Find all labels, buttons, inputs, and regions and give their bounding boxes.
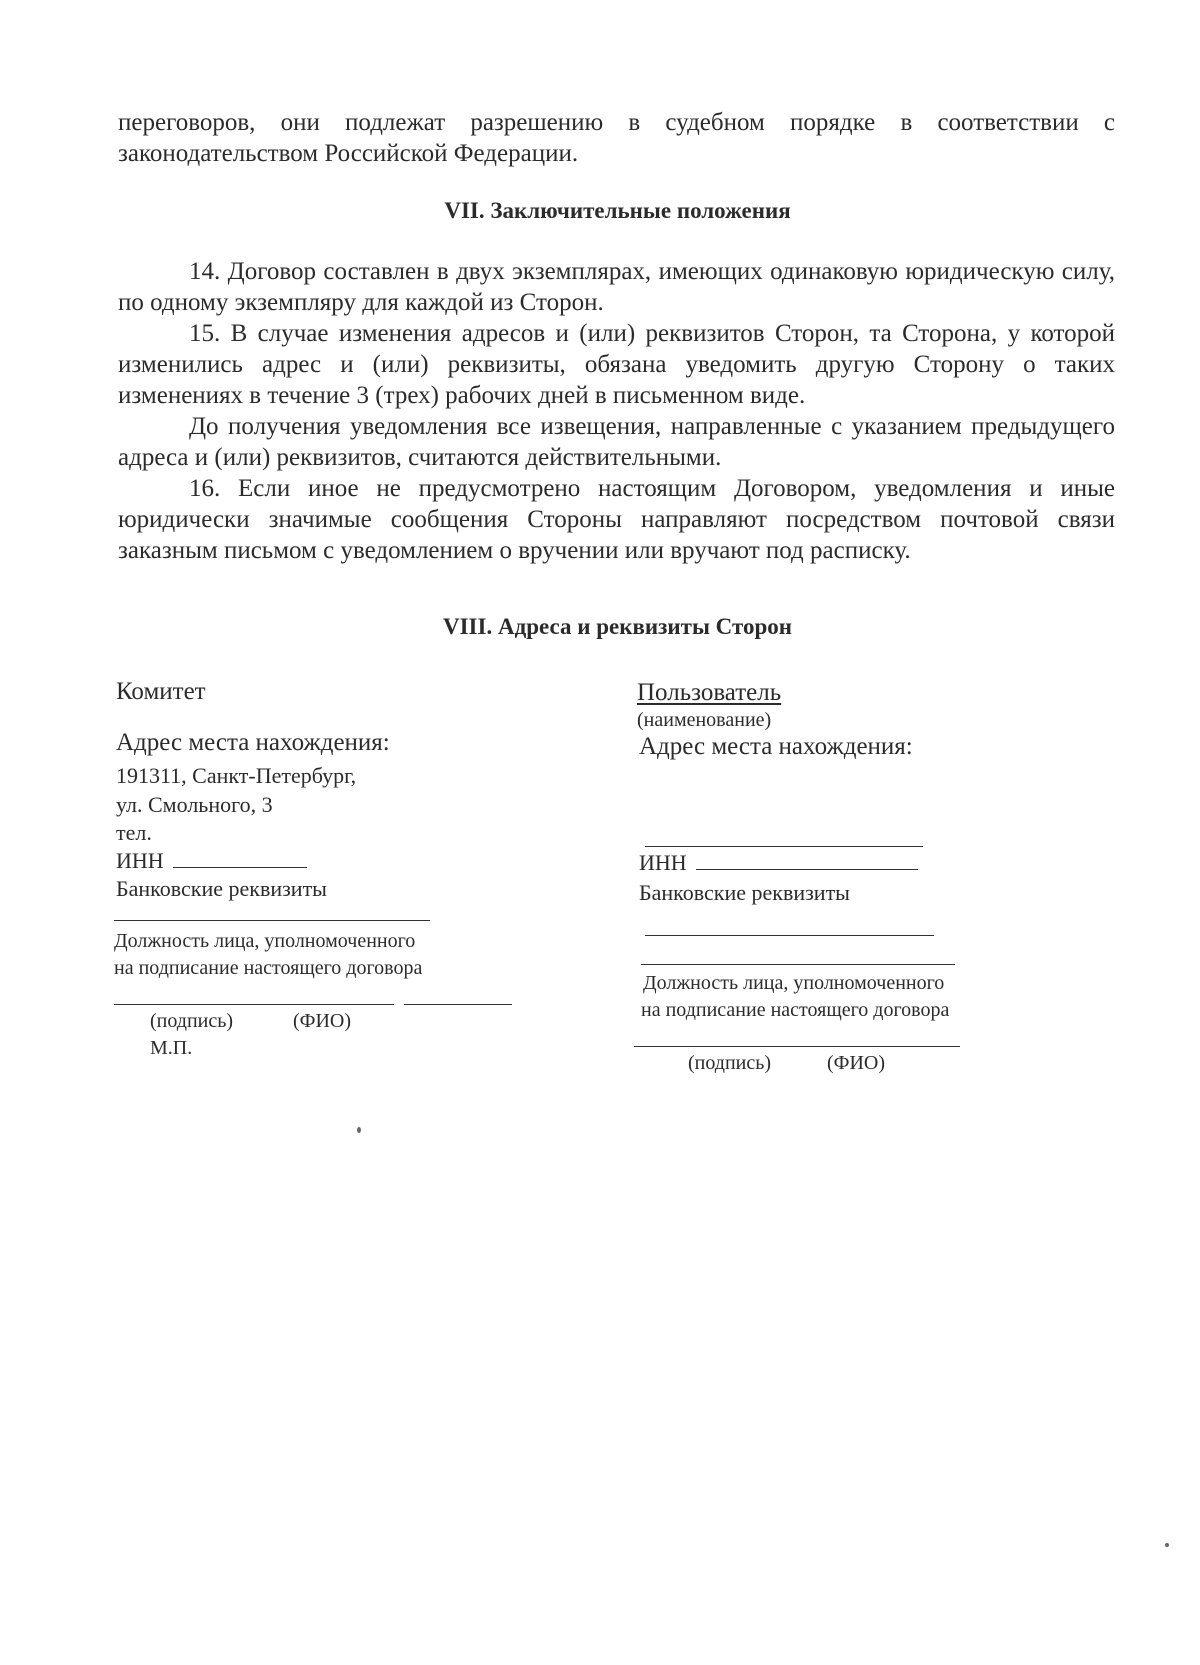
paragraph-14: 14. Договор составлен в двух экземплярах, имеющих одинаковую юридическую силу, по одному экземпляру для каждой из Сторон. [118,258,1115,316]
left-party-name: Комитет [116,678,206,705]
right-fio-label: (ФИО) [827,1052,886,1074]
right-party-name: Пользователь [637,679,782,706]
left-fio-label: (ФИО) [293,1010,352,1032]
right-signature-line [634,1046,960,1047]
left-inn-blank [173,866,307,868]
left-signature-line [114,1004,394,1005]
paragraph-15-continued: До получения уведомления все извещения, направленные с указанием предыдущего адреса и (или) реквизитов, считаются действительными. [118,413,1115,471]
scan-speck [357,1127,361,1133]
section-heading-addresses: VIII. Адреса и реквизиты Сторон [443,614,792,639]
right-inn-row [639,850,918,876]
right-bank-blank-line-1 [645,935,934,936]
right-position-line-2: на подписание настоящего договора [641,999,950,1021]
right-position-line-1: Должность лица, уполномоченного [643,972,945,994]
scan-speck [1165,1543,1169,1547]
left-inn-label: ИНН [116,848,164,873]
left-position-line-1: Должность лица, уполномоченного [114,930,416,952]
left-signature-label: (подпись) [150,1010,234,1032]
paragraph-dispute-resolution: переговоров, они подлежат разрешению в судебном порядке в соответствии с законодательством Российской Федерации. [118,109,1115,167]
right-signature-label: (подпись) [688,1052,772,1074]
left-stamp-label: М.П. [150,1037,193,1059]
left-address-line-2: ул. Смольного, 3 [116,792,273,817]
left-bank-blank-line [114,920,430,921]
right-inn-label: ИНН [639,850,687,875]
left-phone-label: тел. [116,820,152,845]
right-inn-blank [696,868,918,870]
right-bank-blank-line-2 [641,964,955,965]
left-address-label: Адрес места нахождения: [116,729,390,756]
section-heading-final-provisions: VII. Заключительные положения [444,198,791,223]
right-address-label: Адрес места нахождения: [639,733,913,760]
right-address-blank-line [645,846,923,847]
right-bank-label: Банковские реквизиты [639,880,850,905]
right-party-name-hint: (наименование) [637,709,772,731]
left-fio-line [404,1004,512,1005]
left-inn-row [116,848,307,874]
paragraph-16: 16. Если иное не предусмотрено настоящим Договором, уведомления и иные юридически значимые сообщения Стороны направляют посредством почтовой связи заказным письмом с уведомлением о вручении или вручают под расписку. [118,475,1115,564]
left-address-line-1: 191311, Санкт-Петербург, [116,763,357,788]
paragraph-15: 15. В случае изменения адресов и (или) реквизитов Сторон, та Сторона, у которой изменились адрес и (или) реквизиты, обязана уведомить другую Сторону о таких изменениях в течение 3 (трех) рабочих дней в письменном виде. [118,320,1115,409]
left-position-line-2: на подписание настоящего договора [114,957,423,979]
left-bank-label: Банковские реквизиты [116,876,327,901]
